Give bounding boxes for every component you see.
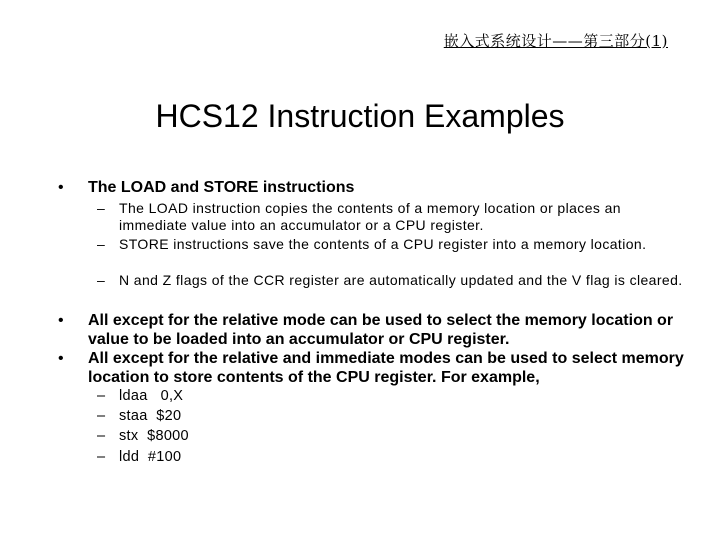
dash-marker: –: [97, 200, 106, 216]
dash-marker: –: [97, 408, 106, 424]
slide-header: 嵌入式系统设计——第三部分(1): [443, 32, 668, 50]
code-text: staa $20: [119, 408, 182, 424]
bullet-text: The LOAD and STORE instructions: [88, 179, 355, 196]
bullet-marker: •: [58, 179, 64, 196]
bullet-marker: •: [58, 350, 64, 367]
dash-marker: –: [97, 428, 106, 444]
bullet-text: All except for the relative and immediate modes can be used to select memory location to store contents of the CPU register. For example,: [88, 350, 684, 386]
code-text: stx $8000: [119, 428, 189, 444]
sub-text: The LOAD instruction copies the contents of a memory location or places an immediate value into an accumulator or a CPU register.: [119, 200, 621, 233]
slide-title: HCS12 Instruction Examples: [155, 98, 565, 134]
dash-marker: –: [97, 236, 106, 252]
code-text: ldaa 0,X: [119, 388, 184, 404]
sub-text: N and Z flags of the CCR register are automatically updated and the V flag is cleared.: [119, 272, 683, 288]
sub-text: STORE instructions save the contents of a CPU register into a memory location.: [119, 236, 647, 252]
dash-marker: –: [97, 272, 106, 288]
dash-marker: –: [97, 449, 106, 465]
bullet-marker: •: [58, 312, 64, 329]
bullet-text: All except for the relative mode can be used to select the memory location or value to be loaded into an accumulator or CPU register.: [88, 312, 674, 348]
dash-marker: –: [97, 388, 106, 404]
code-text: ldd #100: [119, 449, 182, 465]
